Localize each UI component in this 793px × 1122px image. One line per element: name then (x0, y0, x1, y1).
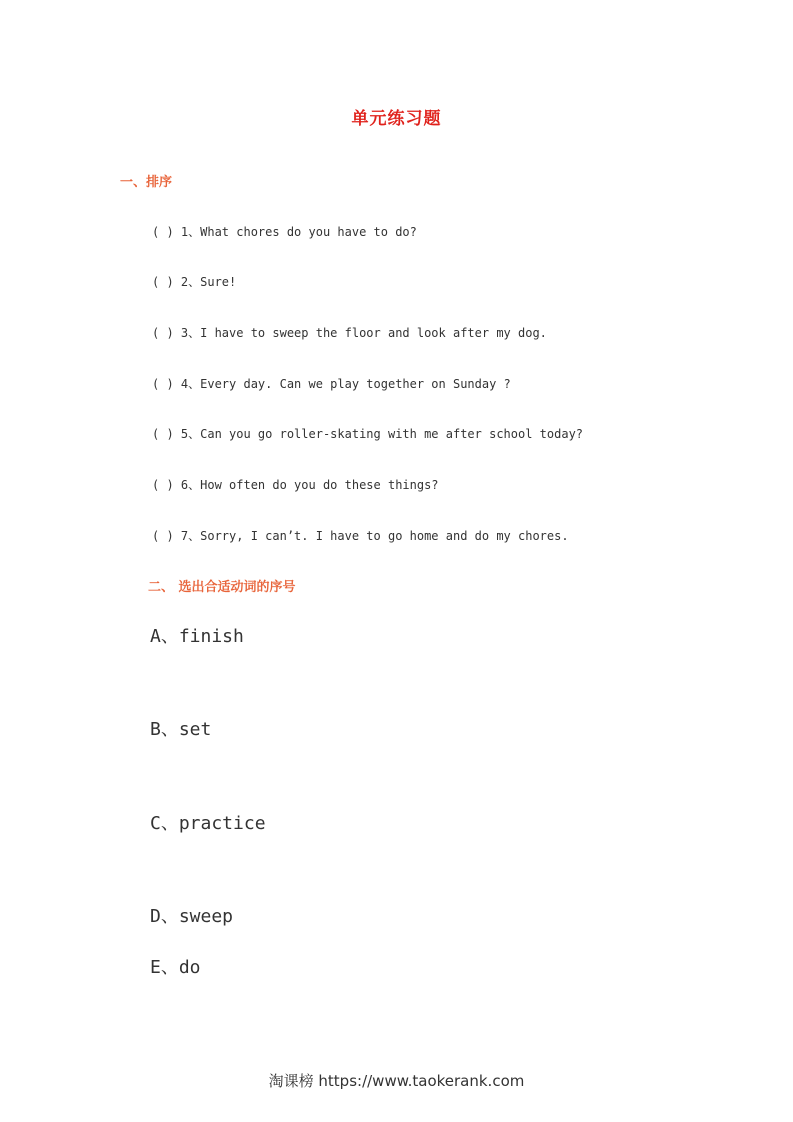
ordering-item-6: ( ) 6、How often do you do these things? (152, 478, 439, 492)
page-title: 单元练习题 (351, 109, 442, 129)
verb-choice-d: D、sweep (150, 906, 234, 927)
ordering-item-1: ( ) 1、What chores do you have to do? (152, 225, 417, 239)
ordering-item-7: ( ) 7、Sorry, I can’t. I have to go home and do my chores. (152, 529, 569, 543)
verb-choice-a: A、finish (150, 626, 244, 647)
ordering-item-4: ( ) 4、Every day. Can we play together on Sunday ? (152, 377, 511, 391)
verb-choice-b: B、set (150, 719, 212, 740)
ordering-item-2: ( ) 2、Sure! (152, 275, 237, 289)
footer-watermark: 淘课榜 https://www.taokerank.com (268, 1072, 525, 1090)
ordering-item-5: ( ) 5、Can you go roller-skating with me after school today? (152, 427, 584, 441)
verb-choice-e: E、do (150, 957, 201, 978)
section-heading-ordering: 一、排序 (120, 175, 173, 190)
section-heading-verbs: 二、 选出合适动词的序号 (148, 580, 296, 595)
ordering-item-3: ( ) 3、I have to sweep the floor and look after my dog. (152, 326, 547, 340)
verb-choice-c: C、practice (150, 813, 266, 834)
